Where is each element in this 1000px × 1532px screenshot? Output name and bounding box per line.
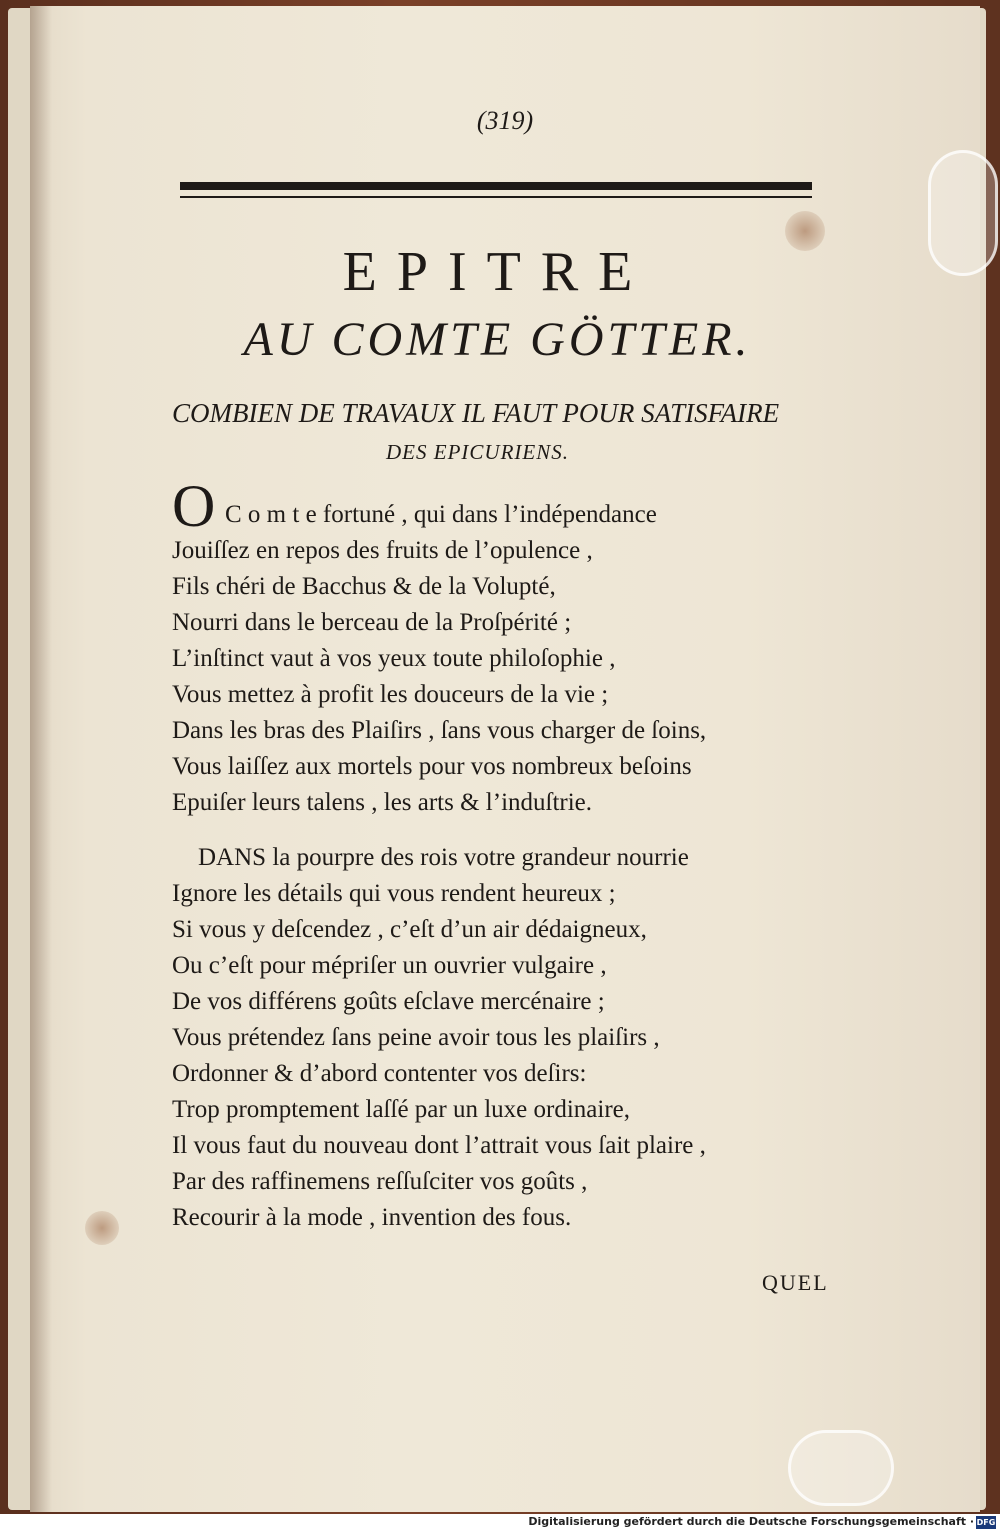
argument-line: COMBIEN DE TRAVAUX IL FAUT POUR SATISFAIRE: [172, 398, 780, 428]
verse-line: C o m t e fortuné , qui dans l’indépendance: [225, 501, 657, 528]
verse-line: Trop promptement laſſé par un luxe ordinaire,: [172, 1096, 630, 1123]
page-number: (319): [476, 106, 534, 135]
verse-line: Il vous faut du nouveau dont l’attrait vous ſait plaire ,: [172, 1132, 706, 1159]
verse-line: L’inſtinct vaut à vos yeux toute philoſophie ,: [172, 645, 616, 672]
gutter-shadow: [30, 6, 52, 1512]
verse-line: Nourri dans le berceau de la Proſpérité ;: [172, 609, 572, 636]
footer-credit: Digitalisierung gefördert durch die Deutsche Forschungsgemeinschaft ·: [528, 1515, 974, 1528]
header-rule: [180, 182, 812, 190]
drop-cap: O: [172, 473, 216, 539]
verse-line: Ordonner & d’abord contenter vos deſirs:: [172, 1060, 587, 1087]
book-page: [30, 6, 980, 1512]
verse-line: Epuiſer leurs talens , les arts & l’induſtrie.: [172, 789, 593, 816]
verse-line: Recourir à la mode , invention des fous.: [172, 1204, 572, 1231]
verse-line: Jouiſſez en repos des fruits de l’opulence ,: [172, 537, 593, 564]
catchword: QUEL: [762, 1270, 829, 1295]
verse-line: Si vous y deſcendez , c’eſt d’un air dédaigneux,: [172, 916, 647, 943]
verse-line: Fils chéri de Bacchus & de la Volupté,: [172, 573, 556, 600]
page-clip-bottom: [788, 1430, 894, 1506]
verse-line: Ignore les détails qui vous rendent heureux ;: [172, 880, 616, 907]
verse-line: Ou c’eſt pour mépriſer un ouvrier vulgaire ,: [172, 952, 607, 979]
verse-line: Par des raffinemens reſſuſciter vos goûts ,: [172, 1168, 588, 1195]
verse-line: Vous laiſſez aux mortels pour vos nombreux beſoins: [172, 753, 692, 780]
dfg-logo-icon: DFG: [976, 1518, 996, 1527]
page-title: EPITRE: [342, 241, 653, 303]
verse-line: Vous prétendez ſans peine avoir tous les plaiſirs ,: [172, 1024, 660, 1051]
foxing-stain: [85, 1211, 119, 1245]
header-rule-thin: [180, 196, 812, 198]
verse-line: DANS la pourpre des rois votre grandeur nourrie: [198, 844, 689, 871]
page-subtitle: AU COMTE GÖTTER.: [243, 313, 752, 366]
verse-line: De vos différens goûts eſclave mercénaire ;: [172, 988, 605, 1015]
argument-line: DES EPICURIENS.: [386, 440, 569, 464]
page-clip-top: [928, 150, 998, 276]
verse-line: Vous mettez à profit les douceurs de la vie ;: [172, 681, 609, 708]
verse-line: Dans les bras des Plaiſirs , ſans vous charger de ſoins,: [172, 717, 707, 744]
